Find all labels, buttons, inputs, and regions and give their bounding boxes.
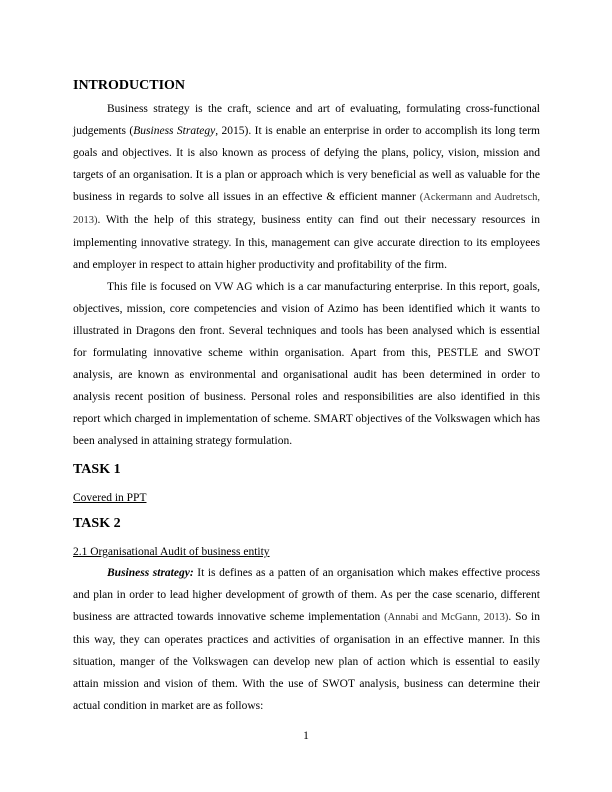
citation-business-strategy: Business Strategy (133, 125, 216, 137)
intro-p1-text-b: , 2015). It is enable an enterprise in order to accomplish its long term goals and objectives. It is also known as process of defying the plans, policy, vision, mission and targets of an organisation. It is a plan or approach which is very beneficial as well as valuable for the business in regards to solve all issues in an effective & efficient manner (73, 125, 541, 203)
task2-text-a: It is defines as a patten of an organisation which makes effective process and plan in order to lead higher development of growth of them. As per the case scenario, different business are attracted towards innovative scheme implementation (73, 567, 540, 623)
organisational-audit-subheading: 2.1 Organisational Audit of business entity (73, 546, 270, 558)
intro-paragraph-2: This file is focused on VW AG which is a car manufacturing enterprise. In this report, goals, objectives, mission, core competencies and vision of Azimo has been identified which it wants to illustrated in Dragons den front. Several techniques and tools has been analysed which is essential for formulating innovative scheme within organisation. Apart from this, PESTLE and SWOT analysis, are known as environmental and organisational audit has been determined in order to analysis recent position of business. Personal roles and responsibilities are also identified in this report which charged in implementation of scheme. SMART objectives of the Volkswagen which has been analysed in attaining strategy formulation. (73, 281, 540, 447)
task2-text-b: . So in this way, they can operates practices and activities of organisation in an effective manner. In this situation, manger of the Volkswagen can develop new plan of action which is essential to easily attain mission and vision of them. With the use of SWOT analysis, business can determine their actual condition in market are as follows: (73, 611, 540, 712)
business-strategy-term: Business strategy: (107, 567, 194, 579)
citation-ackermann: (Ackermann and Audretsch, 2013) (73, 192, 540, 226)
page-number: 1 (303, 730, 309, 742)
intro-p1-text-c: . With the help of this strategy, business entity can find out their necessary resources in implementing innovative strategy. In this, management can give accurate direction to its employees and employer in respect to attain higher productivity and profitability of the firm. (73, 214, 540, 271)
covered-in-ppt-link[interactable]: Covered in PPT (73, 492, 147, 504)
intro-paragraph-1 (73, 98, 540, 276)
task1-heading: TASK 1 (73, 462, 121, 477)
task2-paragraph (73, 562, 540, 717)
task2-heading: TASK 2 (73, 516, 121, 531)
introduction-heading: INTRODUCTION (73, 78, 186, 93)
citation-annabi: (Annabi and McGann, 2013) (384, 612, 509, 623)
intro-p1-text-a: Business strategy is the craft, science and art of evaluating, formulating cross-functional judgements ( (73, 103, 540, 137)
document-page (73, 78, 540, 717)
